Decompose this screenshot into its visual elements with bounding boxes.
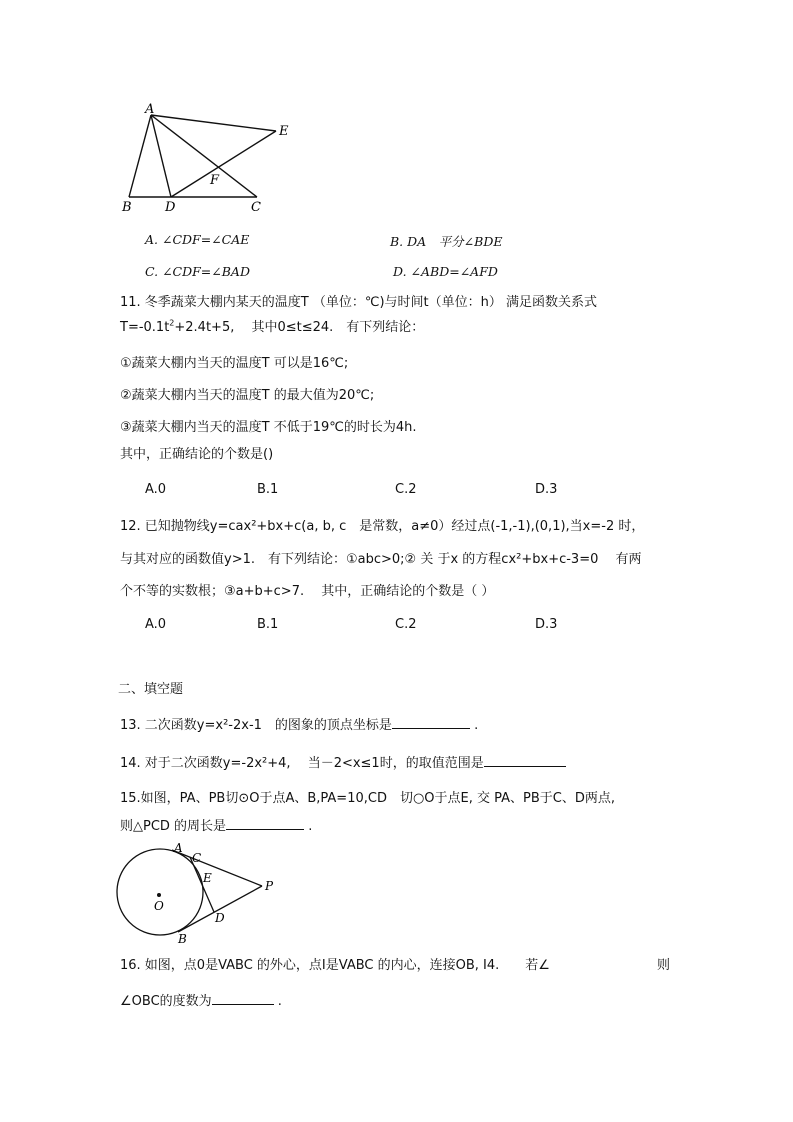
triangle-figure — [110, 100, 310, 220]
q11-conclusion-1: ①蔬菜大棚内当天的温度T 可以是16℃; — [120, 356, 349, 371]
segment-de — [171, 131, 276, 197]
circle-o — [117, 849, 203, 935]
label-e: E — [279, 124, 289, 139]
tangent-pa — [172, 850, 262, 886]
q11-option-b: B.1 — [257, 482, 279, 497]
q16-line1-end: 则 — [657, 958, 671, 973]
q16-line1: 16. 如图，点0是VABC 的外心，点I是VABC 的内心，连接OB, I4. 若∠ — [120, 958, 550, 973]
q13-line: 13. 二次函数y=x²-2x-1 的图象的顶点坐标是 . — [120, 718, 479, 733]
q11-line2: $T=-0.1t^2+2.4t+5$, 其中0≤t≤24. 有下列结论： — [120, 318, 425, 335]
segment-ae — [151, 115, 276, 131]
q15-answer-blank — [226, 817, 304, 830]
center-dot — [157, 893, 161, 897]
label-a: A — [174, 841, 183, 855]
label-a: A — [145, 102, 155, 117]
segment-ab — [129, 115, 151, 197]
label-o: O — [154, 899, 164, 913]
label-d: D — [215, 911, 225, 925]
q11-option-a: A.0 — [145, 482, 167, 497]
label-b: B — [122, 200, 132, 215]
q11-option-c: C.2 — [395, 482, 417, 497]
q14-answer-blank — [484, 754, 566, 767]
q15-line2: 则△PCD 的周长是 . — [120, 819, 313, 834]
q16-answer-blank — [212, 992, 274, 1005]
label-f: F — [210, 173, 220, 188]
label-c: C — [251, 200, 261, 215]
q11-option-d: D.3 — [535, 482, 558, 497]
q11-conclusion-2: ②蔬菜大棚内当天的温度T 的最大值为20℃; — [120, 388, 375, 403]
label-e: E — [203, 871, 212, 885]
circle-tangent-figure — [110, 840, 295, 950]
q15-line1: 15.如图，PA、PB切⊙O于点A、B,PA=10,CD 切○O于点E, 交 PA、PB于C、D两点, — [120, 791, 616, 806]
label-b: B — [178, 932, 187, 946]
q12-option-d: D.3 — [535, 617, 558, 632]
q11-conclusion-3: ③蔬菜大棚内当天的温度T 不低于19℃的时长为4h. — [120, 420, 417, 435]
section-heading: 二、填空题 — [118, 682, 184, 697]
q12-line3: 个不等的实数根；③a+b+c>7. 其中，正确结论的个数是（ ） — [120, 584, 495, 599]
q10-option-b: B. DA 平分∠BDE — [390, 234, 503, 249]
q11-line1: 11. 冬季蔬菜大棚内某天的温度T （单位：℃)与时间t（单位：h） 满足函数关系式 — [120, 295, 598, 310]
q12-line2: 与其对应的函数值y>1. 有下列结论：①abc>0;② 关 于x 的方程cx²+bx+c-3=0 有两 — [120, 552, 642, 567]
q12-line1: 12. 已知抛物线y=cax²+bx+c(a, b, c 是常数，a≠0）经过点(-1,-1),(0,1),当x=-2 时， — [120, 519, 645, 534]
q10-option-d: D. ∠ABD=∠AFD — [393, 264, 498, 279]
label-c: C — [192, 851, 202, 865]
q16-line2: ∠OBC的度数为 . — [120, 994, 282, 1009]
q10-option-a: A. ∠CDF=∠CAE — [145, 232, 250, 247]
q10-option-c: C. ∠CDF=∠BAD — [145, 264, 250, 279]
label-d: D — [165, 200, 176, 215]
q11-question: 其中，正确结论的个数是() — [120, 447, 274, 462]
segment-ac — [151, 115, 257, 197]
q12-option-c: C.2 — [395, 617, 417, 632]
q13-answer-blank — [392, 716, 470, 729]
tangent-pb — [178, 886, 262, 932]
q12-option-a: A.0 — [145, 617, 167, 632]
label-p: P — [265, 879, 274, 893]
q14-line: 14. 对于二次函数y=-2x²+4, 当－2<x≤1时，的取值范围是 — [120, 754, 566, 772]
q12-option-b: B.1 — [257, 617, 279, 632]
